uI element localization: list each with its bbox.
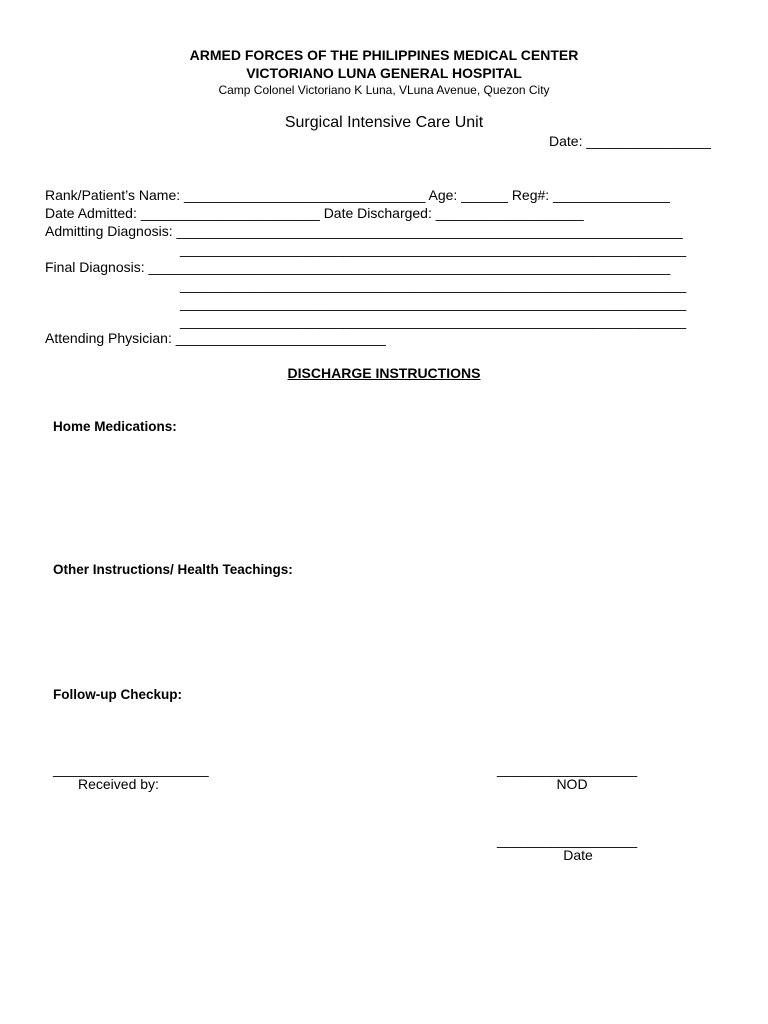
follow-up-checkup-heading: Follow-up Checkup:	[53, 687, 182, 702]
attending-physician-field: Attending Physician: ___________________________	[45, 330, 386, 346]
unit-title: Surgical Intensive Care Unit	[284, 114, 484, 131]
form-date-field: Date: ________________	[549, 133, 711, 149]
final-diagnosis-continuation: _________________________________________________________________	[180, 313, 687, 329]
other-instructions-heading: Other Instructions/ Health Teachings:	[53, 562, 293, 577]
received-by-label: Received by:	[78, 776, 159, 792]
hospital-name: VICTORIANO LUNA GENERAL HOSPITAL	[246, 65, 522, 81]
nod-label: NOD	[556, 776, 588, 792]
admission-dates-field: Date Admitted: _______________________ Date Discharged: ___________________	[45, 205, 584, 221]
home-medications-heading: Home Medications:	[53, 419, 177, 434]
final-diagnosis-continuation: _________________________________________________________________	[180, 295, 687, 311]
date-signature-line: __________________	[497, 832, 638, 848]
received-by-signature-line: ____________________	[53, 761, 209, 777]
final-diagnosis-continuation: _________________________________________________________________	[180, 277, 687, 293]
hospital-address: Camp Colonel Victoriano K Luna, VLuna Avenue, Quezon City	[218, 83, 550, 97]
date-label: Date	[563, 847, 593, 863]
hospital-org-name: ARMED FORCES OF THE PHILIPPINES MEDICAL CENTER	[189, 47, 579, 63]
final-diagnosis-field: Final Diagnosis: ___________________________________________________________________	[45, 259, 671, 275]
admitting-diagnosis-field: Admitting Diagnosis: _________________________________________________________________	[45, 223, 683, 239]
admitting-diagnosis-continuation: _________________________________________________________________	[180, 241, 687, 257]
nod-signature-line: __________________	[497, 761, 638, 777]
discharge-instructions-title: DISCHARGE INSTRUCTIONS	[287, 365, 481, 381]
patient-name-age-reg-field: Rank/Patient’s Name: _______________________________ Age: ______ Reg#: _______________	[45, 187, 670, 203]
